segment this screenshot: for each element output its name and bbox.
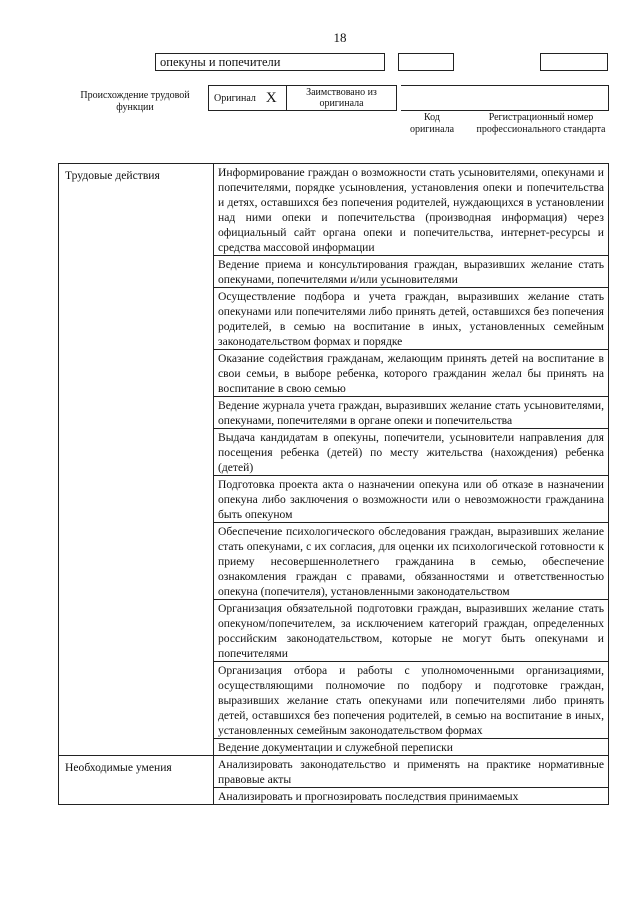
labor-function-table <box>58 163 609 805</box>
table-cell-item: Ведение документации и служебной переписки <box>214 739 609 756</box>
table-cell-item: Оказание содействия гражданам, желающим принять детей на воспитание в свои семьи, в выборе ребенка, которого гражданин желал бы принять на воспитание в свою семью <box>214 350 609 397</box>
original-label: Оригинал <box>214 92 256 104</box>
qualification-level-box <box>540 53 608 71</box>
function-name: опекуны и попечители <box>160 55 281 69</box>
borrowed-label: Заимствовано из оригинала <box>306 87 377 109</box>
table-row <box>59 756 609 788</box>
function-name-box <box>155 53 385 71</box>
table-cell-item: Выдача кандидатам в опекуны, попечители, усыновители направления для посещения ребенка (детей) по месту жительства (нахождения) ребенка (детей) <box>214 429 609 476</box>
code-box <box>398 53 454 71</box>
code-caption: Код оригинала <box>409 112 455 135</box>
table-cell-item: Анализировать и прогнозировать последствия принимаемых <box>214 788 609 805</box>
table-cell-item: Ведение приема и консультирования граждан, выразивших желание стать опекунами, попечителями и/или усыновителями <box>214 256 609 288</box>
original-mark: X <box>265 89 277 106</box>
table-row <box>59 164 609 256</box>
origin-original-cell <box>209 86 287 110</box>
table-cell-item: Подготовка проекта акта о назначении опекуна или об отказе в назначении опекуна либо заключения о возможности или о невозможности гражданина быть опекуном <box>214 476 609 523</box>
section-label: Необходимые умения <box>59 756 214 805</box>
origin-code-cells <box>401 85 609 111</box>
table-cell-item: Информирование граждан о возможности стать усыновителями, опекунами и попечителями, порядке усыновления, установления опеки и попечительства и детях, оставшихся без попечения родителей, нуждающихся в установлении над ними опеки и попечительства (производная информация) через официальный сайт органа опеки и попечительства, интернет-ресурсы и средства массовой информации <box>214 164 609 256</box>
table-cell-item: Организация отбора и работы с уполномоченными организациями, осуществляющими полномочие по подбору и подготовке граждан, выразивших желание стать опекунами или попечителями либо принять детей, оставшихся без попечения родителей, в семью на воспитание в иных, установленных семейным законодательством формах <box>214 662 609 739</box>
origin-label: Происхождение трудовой функции <box>80 90 190 113</box>
origin-borrowed-cell <box>287 86 397 110</box>
page-number: 18 <box>333 30 347 45</box>
reg-number-caption: Регистрационный номер профессионального стандарта <box>476 112 606 135</box>
table-cell-item: Анализировать законодательство и применять на практике нормативные правовые акты <box>214 756 609 788</box>
table-cell-item: Осуществление подбора и учета граждан, выразивших желание стать опекунами или попечителями либо принять детей, оставшихся без попечения родителей, в семью на воспитание в иных, установленных семейным законодательством формах и порядке <box>214 288 609 350</box>
table-cell-item: Организация обязательной подготовки граждан, выразивших желание стать опекуном/попечителем, за исключением категорий граждан, определенных российским законодательством, которые не могут быть опекунами и попечителями <box>214 600 609 662</box>
table-cell-item: Обеспечение психологического обследования граждан, выразивших желание стать опекунами, с их согласия, для оценки их психологической готовности к приему несовершеннолетнего гражданина в семью, обеспечение ознакомления граждан с правами, обязанностями и ответственностью опекуна (попечителя), установленными законодательством <box>214 523 609 600</box>
table-cell-item: Ведение журнала учета граждан, выразивших желание стать усыновителями, опекунами, попечителями в органе опеки и попечительства <box>214 397 609 429</box>
section-label: Трудовые действия <box>59 164 214 756</box>
origin-row <box>208 85 397 111</box>
